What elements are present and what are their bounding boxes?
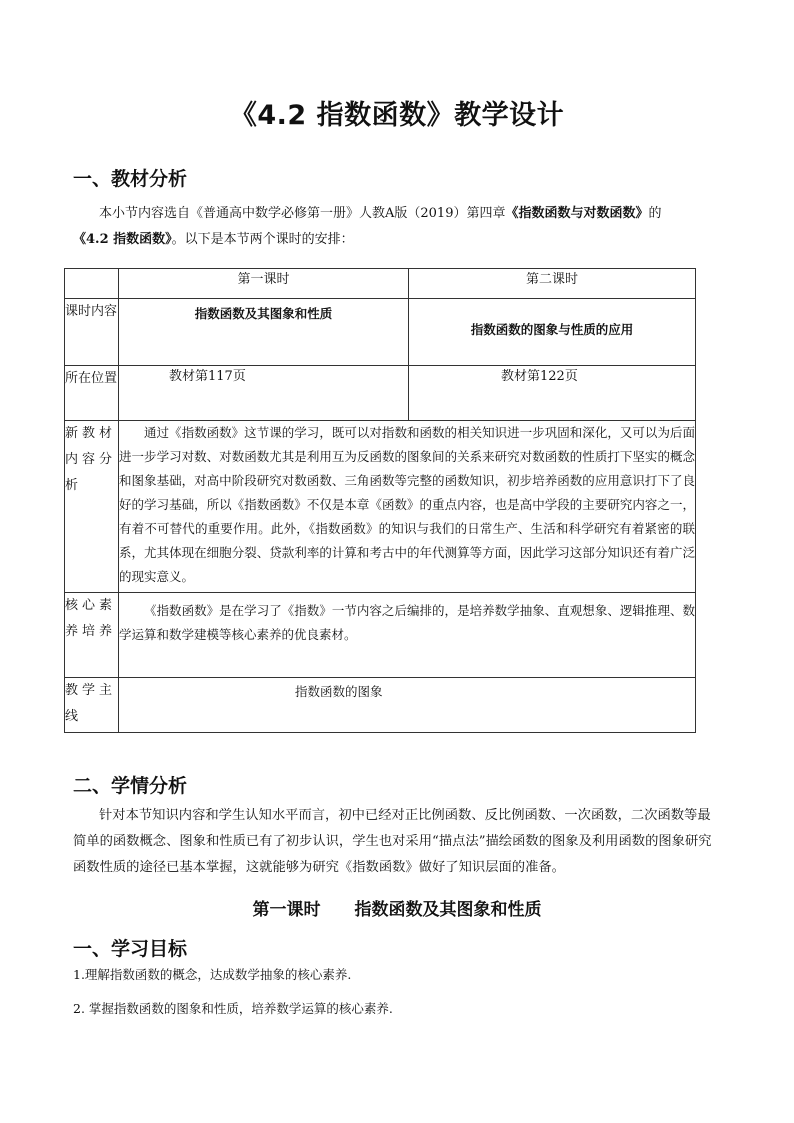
lesson-2-content: 指数函数的图象与性质的应用	[409, 299, 696, 366]
intro-text-a: 本小节内容选自《普通高中数学必修第一册》人教A版（2019）第四章	[99, 206, 506, 221]
textbook-intro-paragraph	[73, 201, 713, 253]
lesson-1-content: 指数函数及其图象和性质	[119, 299, 409, 366]
table-row	[65, 366, 696, 421]
row-label: 所在位置	[65, 366, 119, 421]
table-row	[65, 593, 696, 678]
col-header-lesson-2: 第二课时	[409, 269, 696, 299]
learning-goal-item: 2. 掌握指数函数的图象和性质，培养数学运算的核心素养.	[73, 1001, 393, 1016]
lesson-plan-table	[64, 268, 696, 733]
lesson-1-heading	[0, 895, 794, 920]
lesson-2-location: 教材第122页	[409, 366, 696, 421]
table-row	[65, 421, 696, 593]
intro-text-c: 的	[648, 206, 662, 221]
lesson-1-location: 教材第117页	[119, 366, 409, 421]
row-label: 新教材内容分析	[65, 421, 119, 593]
row-label: 教学主线	[65, 678, 119, 733]
intro-section-title: 《4.2 指数函数》	[73, 232, 172, 247]
new-textbook-analysis-text: 通过《指数函数》这节课的学习，既可以对指数和函数的相关知识进一步巩固和深化，又可以为后面进一步学习对数、对数函数尤其是利用互为反函数的图象间的关系来研究对数函数的性质打下坚实的概念和图象基础，对高中阶段研究对数函数、三角函数等完整的函数知识，初步培养函数的应用意识打下了良好的学习基础，所以《指数函数》不仅是本章《函数》的重点内容，也是高中学段的主要研究内容之一，有着不可替代的重要作用。此外，《指数函数》的知识与我们的日常生产、生活和科学研究有着紧密的联系，尤其体现在细胞分裂、贷款利率的计算和考古中的年代测算等方面，因此学习这部分知识还有着广泛的现实意义。	[119, 421, 696, 593]
table-row	[65, 299, 696, 366]
learning-goal-item: 1.理解指数函数的概念，达成数学抽象的核心素养.	[73, 967, 352, 982]
intro-text-e: 。以下是本节两个课时的安排：	[171, 232, 354, 247]
table-header-row	[65, 269, 696, 299]
row-label: 核心素养培养	[65, 593, 119, 678]
table-row	[65, 678, 696, 733]
lesson-1-topic: 指数函数及其图象和性质	[354, 900, 542, 920]
section-heading-textbook-analysis: 一、教材分析	[73, 168, 188, 190]
row-label: 课时内容	[65, 299, 119, 366]
col-header-lesson-1: 第一课时	[119, 269, 409, 299]
section-heading-student-analysis: 二、学情分析	[73, 775, 188, 797]
core-literacy-text: 《指数函数》是在学习了《指数》一节内容之后编排的，是培养数学抽象、直观想象、逻辑推理、数学运算和数学建模等核心素养的优良素材。	[119, 593, 696, 678]
lesson-1-label: 第一课时	[252, 900, 321, 920]
teaching-mainline-text: 指数函数的图象	[119, 678, 696, 733]
section-heading-learning-goals: 一、学习目标	[73, 938, 188, 960]
intro-chapter-title: 《指数函数与对数函数》	[505, 206, 649, 221]
table-corner-cell	[65, 269, 119, 299]
document-title: 《4.2 指数函数》教学设计	[229, 100, 565, 131]
student-analysis-paragraph: 针对本节知识内容和学生认知水平而言，初中已经对正比例函数、反比例函数、一次函数，二次函数等最简单的函数概念、图象和性质已有了初步认识，学生也对采用“描点法”描绘函数的图象及利用函数的图象研究函数性质的途径已基本掌握，这就能够为研究《指数函数》做好了知识层面的准备。	[73, 808, 712, 875]
